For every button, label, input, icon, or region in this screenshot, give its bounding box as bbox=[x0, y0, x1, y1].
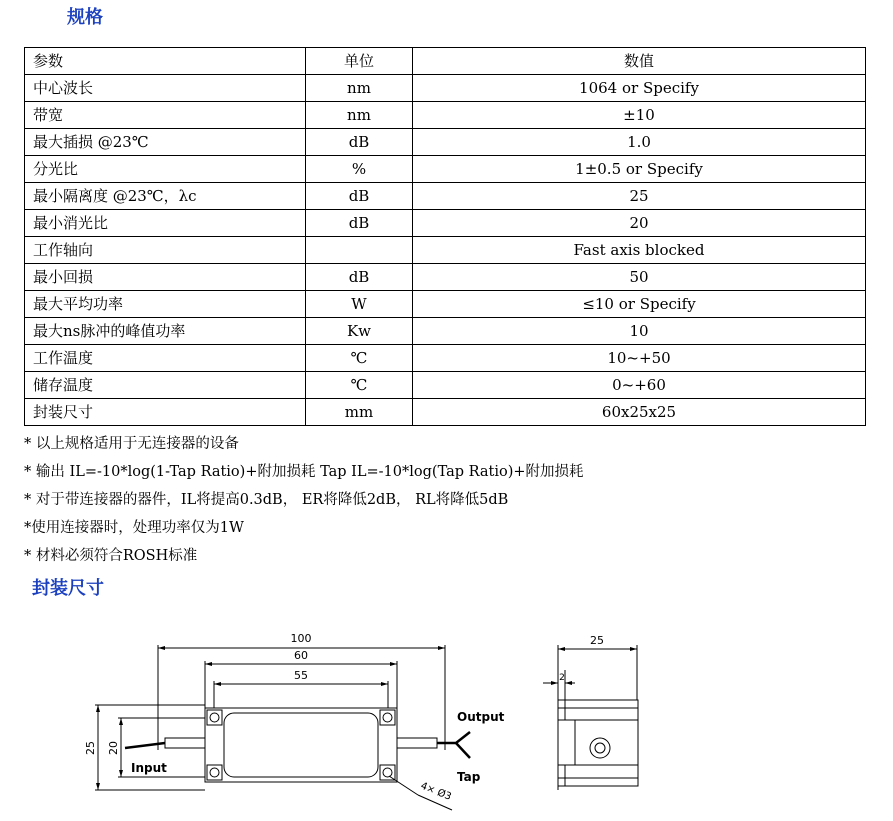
leader-line bbox=[389, 776, 418, 795]
unit-cell: dB bbox=[306, 264, 413, 291]
table-row bbox=[25, 345, 866, 372]
note-line: * 材料必须符合ROSH标准 bbox=[24, 548, 198, 564]
value-cell: 1.0 bbox=[413, 129, 866, 156]
tap-fiber bbox=[456, 743, 470, 758]
table-row bbox=[25, 291, 866, 318]
unit-cell: dB bbox=[306, 183, 413, 210]
unit-cell: nm bbox=[306, 102, 413, 129]
param-cell: 最大ns脉冲的峰值功率 bbox=[25, 318, 306, 345]
mount-hole bbox=[210, 713, 219, 722]
mount-hole bbox=[210, 768, 219, 777]
table-row bbox=[25, 129, 866, 156]
table-row bbox=[25, 183, 866, 210]
dim-label-20-height: 20 bbox=[107, 741, 120, 755]
param-cell: 最大插损 @23℃ bbox=[25, 129, 306, 156]
table-row bbox=[25, 237, 866, 264]
unit-cell: ℃ bbox=[306, 372, 413, 399]
param-cell: 最小消光比 bbox=[25, 210, 306, 237]
input-boot bbox=[165, 738, 205, 748]
mount-tab bbox=[380, 710, 395, 725]
side-port bbox=[590, 738, 610, 758]
dim-label-100: 100 bbox=[290, 632, 312, 645]
value-cell: 25 bbox=[413, 183, 866, 210]
value-cell: 50 bbox=[413, 264, 866, 291]
dim-label-2: 2 bbox=[559, 673, 565, 683]
param-cell: 工作轴向 bbox=[25, 237, 306, 264]
dim-label-25-height: 25 bbox=[84, 741, 97, 755]
side-port-inner bbox=[595, 743, 605, 753]
value-cell: Fast axis blocked bbox=[413, 237, 866, 264]
value-cell: 20 bbox=[413, 210, 866, 237]
unit-cell: ℃ bbox=[306, 345, 413, 372]
dim-label-60: 60 bbox=[294, 649, 308, 662]
table-row bbox=[25, 318, 866, 345]
output-label: Output bbox=[457, 710, 505, 724]
param-cell: 中心波长 bbox=[25, 75, 306, 102]
value-cell: ≤10 or Specify bbox=[413, 291, 866, 318]
unit-cell: dB bbox=[306, 129, 413, 156]
param-cell: 分光比 bbox=[25, 156, 306, 183]
package-drawing bbox=[0, 600, 893, 821]
param-cell: 最小隔离度 @23℃，λc bbox=[25, 183, 306, 210]
value-cell: 10 bbox=[413, 318, 866, 345]
table-row bbox=[25, 102, 866, 129]
header-value-cell: 数值 bbox=[413, 48, 866, 75]
table-header-row bbox=[25, 48, 866, 75]
unit-cell: dB bbox=[306, 210, 413, 237]
housing-lid bbox=[224, 713, 378, 777]
note-line: * 以上规格适用于无连接器的设备 bbox=[24, 436, 239, 452]
unit-cell: % bbox=[306, 156, 413, 183]
unit-cell: nm bbox=[306, 75, 413, 102]
unit-cell: mm bbox=[306, 399, 413, 426]
spec-table bbox=[24, 47, 866, 426]
table-row bbox=[25, 75, 866, 102]
mount-tab bbox=[207, 710, 222, 725]
dim-label-side-25: 25 bbox=[590, 634, 604, 647]
param-cell: 封装尺寸 bbox=[25, 399, 306, 426]
output-boot bbox=[397, 738, 437, 748]
unit-cell: Kw bbox=[306, 318, 413, 345]
input-label: Input bbox=[131, 761, 167, 775]
housing-outline bbox=[205, 708, 397, 782]
value-cell: ±10 bbox=[413, 102, 866, 129]
unit-cell bbox=[306, 237, 413, 264]
note-line: *使用连接器时，处理功率仅为1W bbox=[24, 520, 244, 536]
holes-label: 4× Ø3 bbox=[418, 780, 453, 803]
mount-hole bbox=[383, 713, 392, 722]
table-row bbox=[25, 264, 866, 291]
param-cell: 储存温度 bbox=[25, 372, 306, 399]
mount-tab bbox=[380, 765, 395, 780]
value-cell: 0~+60 bbox=[413, 372, 866, 399]
table-row bbox=[25, 399, 866, 426]
mount-tab bbox=[207, 765, 222, 780]
param-cell: 工作温度 bbox=[25, 345, 306, 372]
value-cell: 1064 or Specify bbox=[413, 75, 866, 102]
param-cell: 带宽 bbox=[25, 102, 306, 129]
param-cell: 最大平均功率 bbox=[25, 291, 306, 318]
param-cell: 最小回损 bbox=[25, 264, 306, 291]
value-cell: 1±0.5 or Specify bbox=[413, 156, 866, 183]
note-line: * 输出 IL=-10*log(1-Tap Ratio)+附加损耗 Tap IL=-10*log(Tap Ratio)+附加损耗 bbox=[24, 464, 584, 480]
note-line: * 对于带连接器的器件，IL将提高0.3dB， ER将降低2dB， RL将降低5dB bbox=[24, 492, 509, 508]
table-row bbox=[25, 156, 866, 183]
unit-cell: W bbox=[306, 291, 413, 318]
output-fiber bbox=[437, 732, 470, 743]
package-heading: 封装尺寸 bbox=[32, 578, 104, 599]
header-param-cell: 参数 bbox=[25, 48, 306, 75]
value-cell: 10~+50 bbox=[413, 345, 866, 372]
input-fiber bbox=[125, 743, 165, 748]
header-unit-cell: 单位 bbox=[306, 48, 413, 75]
dim-label-55: 55 bbox=[294, 669, 308, 682]
spec-heading: 规格 bbox=[67, 7, 103, 28]
mount-hole bbox=[383, 768, 392, 777]
table-row bbox=[25, 210, 866, 237]
table-row bbox=[25, 372, 866, 399]
value-cell: 60x25x25 bbox=[413, 399, 866, 426]
tap-label: Tap bbox=[457, 770, 481, 784]
notes-list bbox=[24, 430, 584, 570]
